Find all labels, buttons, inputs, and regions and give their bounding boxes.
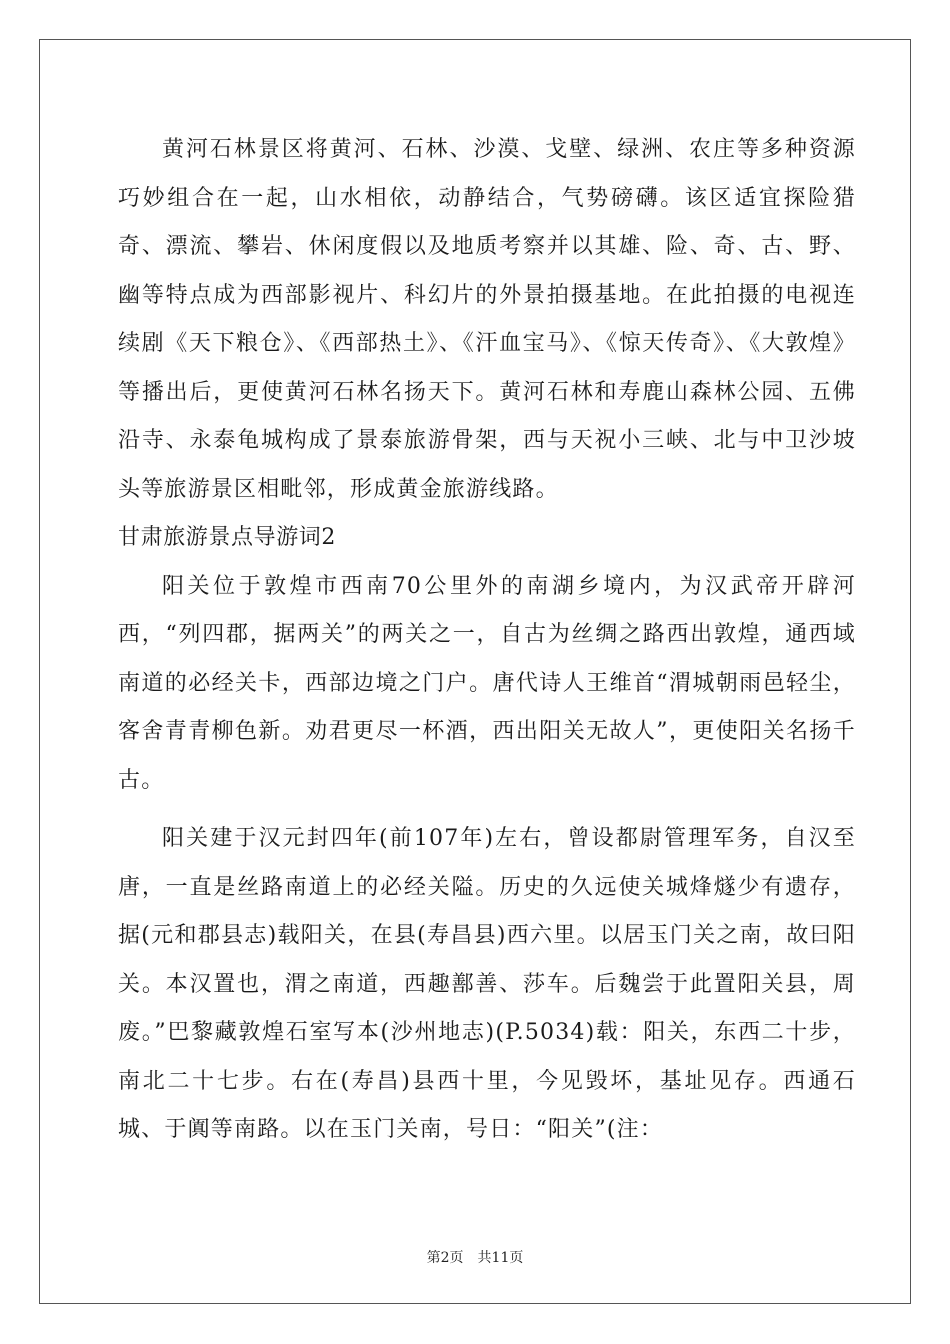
paragraph-yangguan-history: 阳关建于汉元封四年(前107年)左右，曾设都尉管理军务，自汉至唐，一直是丝路南道上的必经关隘。历史的久远使关城烽燧少有遗存，据(元和郡县志)载阳关，在县(寿昌县)西六里。以居玉门关之南，故曰阳关。本汉置也，渭之南道，西趣鄯善、莎车。后魏尝于此置阳关县，周废。”巴黎藏敦煌石室写本(沙州地志)(P.5034)载：阳关，东西二十步，南北二十七步。右在(寿昌)县西十里，今见毁坏，基址见存。西通石城、于阗等南路。以在玉门关南，号日：“阳关”(注： [118,826,856,1142]
page-number: 第2页 [426,1250,464,1266]
section-heading: 甘肃旅游景点导游词2 [118,525,336,550]
paragraph-yangguan-intro: 阳关位于敦煌市西南70公里外的南湖乡境内，为汉武帝开辟河西，“列四郡，据两关”的两关之一，自古为丝绸之路西出敦煌，通西域南道的必经关卡，西部边境之门户。唐代诗人王维首“渭城朝雨邑轻尘，客舍青青柳色新。劝君更尽一杯酒，西出阳关无故人”，更使阳关名扬千古。 [118,573,856,793]
paragraph-yellow-river-stone-forest: 黄河石林景区将黄河、石林、沙漠、戈壁、绿洲、农庄等多种资源巧妙组合在一起，山水相依，动静结合，气势磅礴。该区适宜探险猎奇、漂流、攀岩、休闲度假以及地质考察并以其雄、险、奇、古、野、幽等特点成为西部影视片、科幻片的外景拍摄基地。在此拍摄的电视连续剧《天下粮仓》、《西部热土》、《汗血宝马》、《惊天传奇》、《大敦煌》等播出后，更使黄河石林名扬天下。黄河石林和寿鹿山森林公园、五佛沿寺、永泰龟城构成了景泰旅游骨架，西与天祝小三峡、北与中卫沙坡头等旅游景区相毗邻，形成黄金旅游线路。 [118,137,856,502]
page-total: 共11页 [477,1250,524,1266]
page-footer [0,1247,950,1267]
document-body [118,126,856,1155]
